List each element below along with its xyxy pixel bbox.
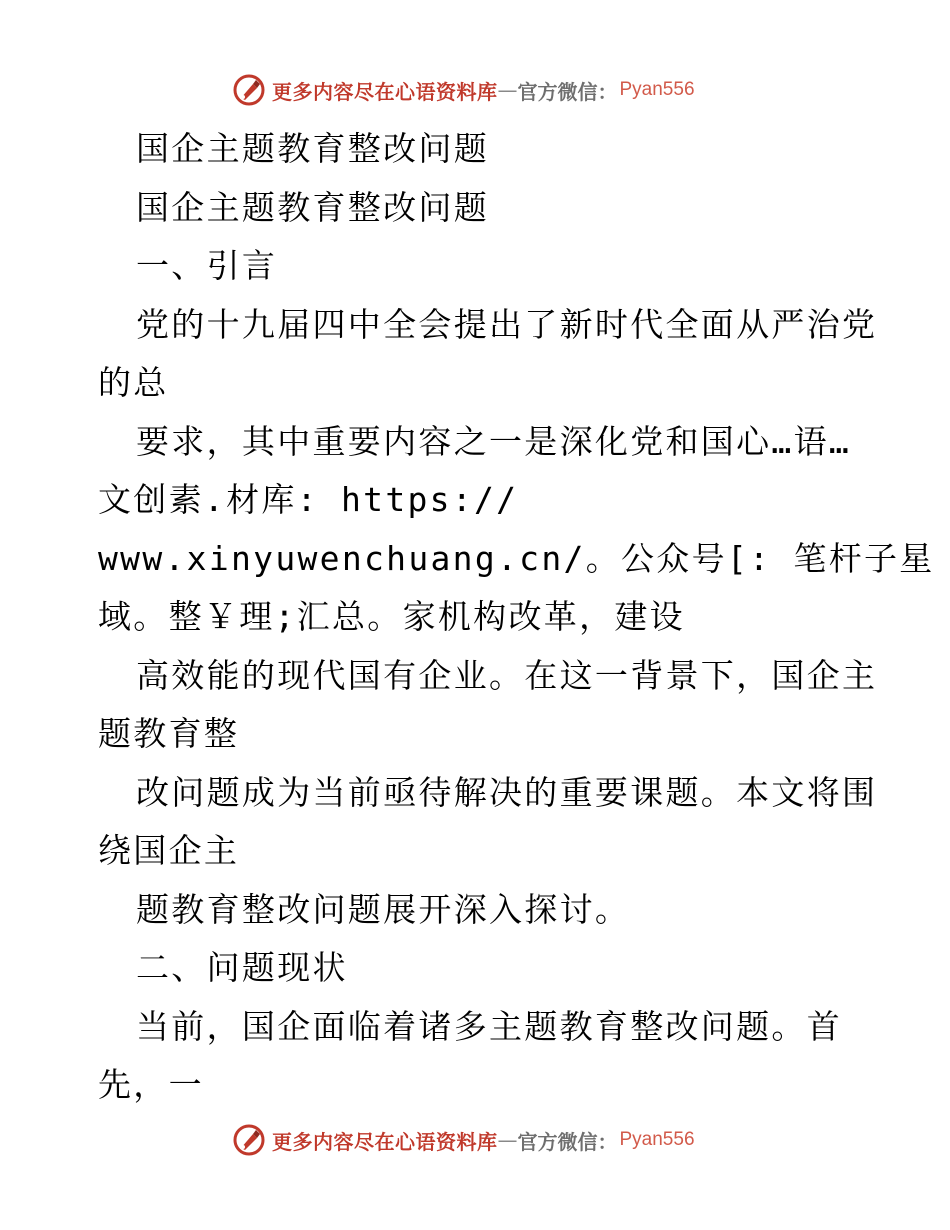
wechat-id: Pyan556 <box>619 79 695 100</box>
text-line: 题教育整 <box>98 714 240 753</box>
official-wechat-label: 官方微信： <box>517 79 618 104</box>
separator-dash: — <box>497 1128 518 1152</box>
footer-banner <box>232 1122 695 1158</box>
text-line: 一、引言 <box>136 246 278 285</box>
text-line: 改问题成为当前亟待解决的重要课题。本文将围 <box>136 772 878 812</box>
text-line: 二、问题现状 <box>136 948 348 987</box>
pen-logo-icon <box>232 1123 266 1157</box>
wechat-id: Pyan556 <box>619 1129 695 1150</box>
text-line: 要求，其中重要内容之一是深化党和国心…语… <box>136 421 852 461</box>
brand-text: 更多内容尽在心语资料库 <box>272 79 498 104</box>
text-line: 国企主题教育整改问题 <box>136 129 489 168</box>
separator-dash: — <box>497 78 518 102</box>
text-line: www.xinyuwenchuang.cn/。公众号[: 笔杆子星 <box>98 538 935 578</box>
pen-logo-icon <box>232 73 266 107</box>
document-body <box>98 120 935 1115</box>
official-wechat-label: 官方微信： <box>517 1129 618 1154</box>
brand-text: 更多内容尽在心语资料库 <box>272 1129 498 1154</box>
text-line: 文创素.材库: https:// <box>98 480 519 519</box>
text-line: 域。整￥理;汇总。家机构改革，建设 <box>98 597 685 636</box>
text-line: 当前，国企面临着诸多主题教育整改问题。首 <box>136 1006 842 1046</box>
text-line: 高效能的现代国有企业。在这一背景下，国企主 <box>136 655 878 695</box>
header-banner <box>232 72 695 108</box>
text-line: 绕国企主 <box>98 831 240 870</box>
text-line: 党的十九届四中全会提出了新时代全面从严治党 <box>136 304 878 344</box>
text-line: 题教育整改问题展开深入探讨。 <box>136 889 631 929</box>
text-line: 国企主题教育整改问题 <box>136 187 489 227</box>
text-line: 先，一 <box>98 1065 204 1104</box>
text-line: 的总 <box>98 363 169 402</box>
